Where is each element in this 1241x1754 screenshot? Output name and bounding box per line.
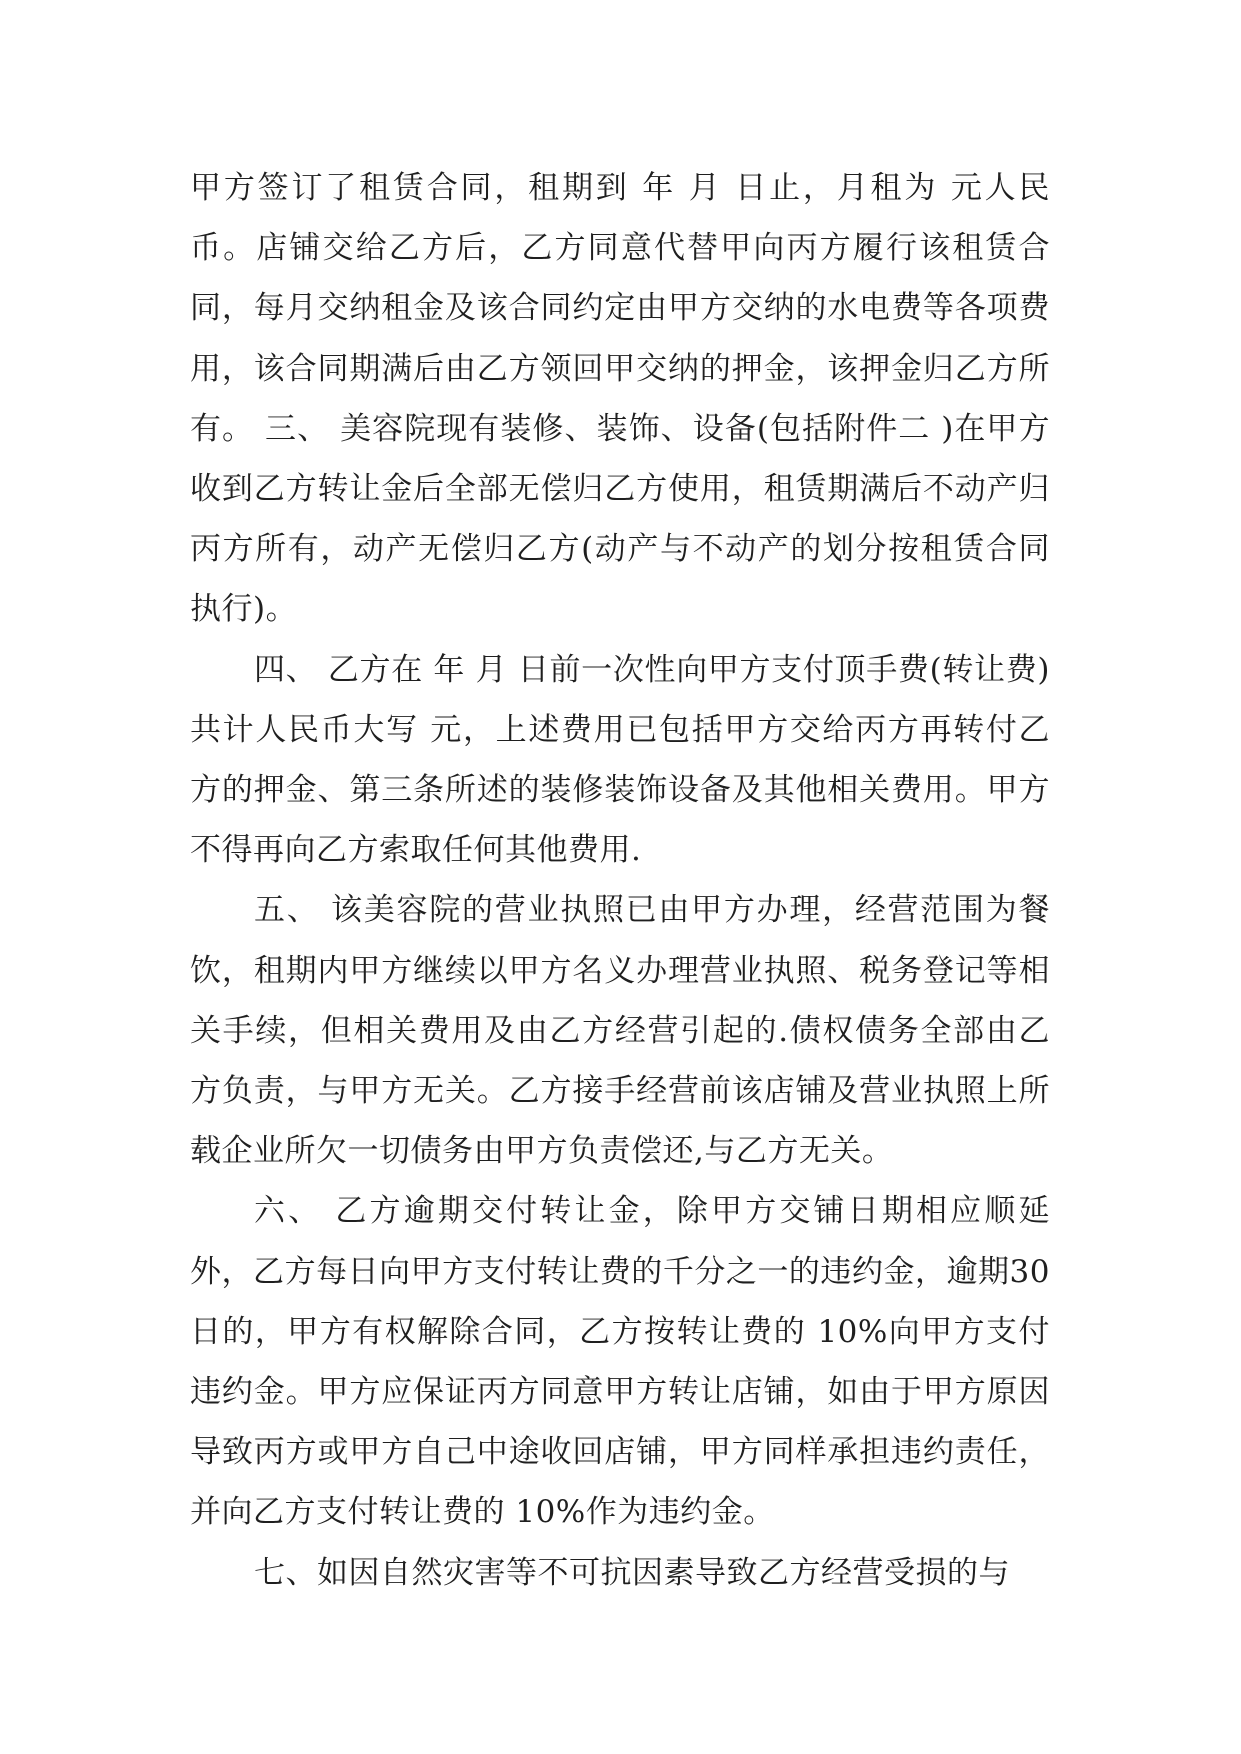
paragraph-continuation: 甲方签订了租赁合同，租期到 年 月 日止，月租为 元人民币。店铺交给乙方后，乙方同意代替甲向丙方履行该租赁合同，每月交纳租金及该合同约定由甲方交纳的水电费等各项费用，该合同期满后由乙方领回甲交纳的押金，该押金归乙方所有。 三、 美容院现有装修、装饰、设备(包括附件二 )在甲方收到乙方转让金后全部无偿归乙方使用，租赁期满后不动产归丙方所有，动产无偿归乙方(动产与不动产的划分按租赁合同执行)。	[190, 170, 1050, 628]
paragraph-clause-5: 五、 该美容院的营业执照已由甲方办理，经营范围为餐饮，租期内甲方继续以甲方名义办理营业执照、税务登记等相关手续，但相关费用及由乙方经营引起的.债权债务全部由乙方负责，与甲方无关。乙方接手经营前该店铺及营业执照上所载企业所欠一切债务由甲方负责偿还,与乙方无关。	[190, 892, 1050, 1170]
paragraph-clause-7: 七、如因自然灾害等不可抗因素导致乙方经营受损的与	[254, 1554, 1010, 1591]
document-body	[190, 158, 1061, 1603]
paragraph-clause-4: 四、 乙方在 年 月 日前一次性向甲方支付顶手费(转让费)共计人民币大写 元，上述费用已包括甲方交给丙方再转付乙方的押金、第三条所述的装修装饰设备及其他相关费用。甲方不得再向乙方索取任何其他费用.	[190, 651, 1050, 869]
paragraph-clause-6: 六、 乙方逾期交付转让金，除甲方交铺日期相应顺延外，乙方每日向甲方支付转让费的千分之一的违约金，逾期30 日的，甲方有权解除合同，乙方按转让费的 10%向甲方支付违约金。甲方应保证丙方同意甲方转让店铺，如由于甲方原因导致丙方或甲方自己中途收回店铺，甲方同样承担违约责任，并向乙方支付转让费的 10%作为违约金。	[190, 1193, 1061, 1531]
